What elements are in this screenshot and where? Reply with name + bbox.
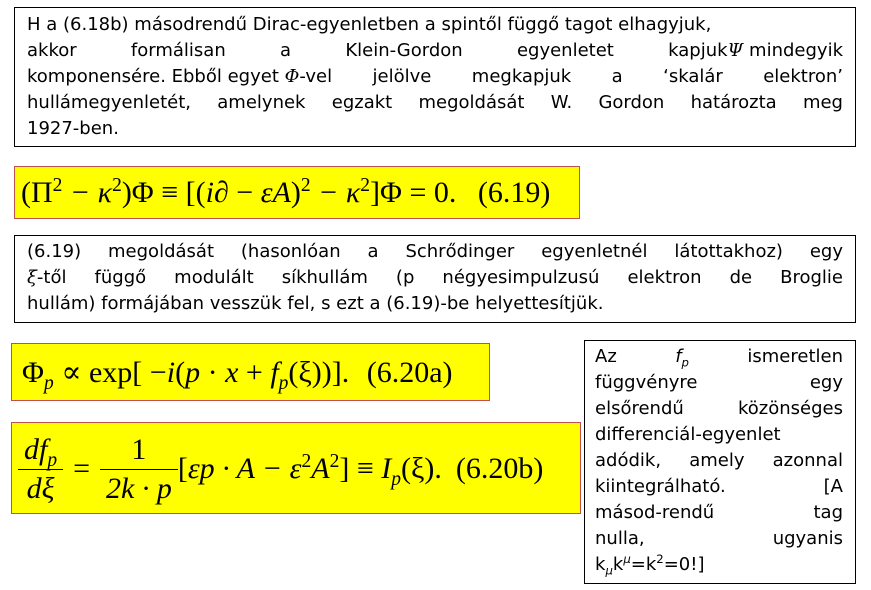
k-mu-identity: $k_\mu k^\mu=k^2=0$!] [595,552,705,578]
equation-label: (6.20a) [366,356,453,389]
equation-6-20b: $\frac{df_p}{d\xi}$ = $\frac{1}{2k \cdot p}$ $[\varepsilon p \cdot A - \varepsilon^2A^2] \equiv I_p(\xi)$. (6.20b) [11,422,581,514]
p1-line2: akkor formálisan a Klein-Gordon egyenletet kapjuk Ψ mindegyik [27,40,843,61]
paragraph-solution [14,235,856,323]
equation-6-19: $(\Pi^2 - \kappa^2)\Phi \equiv [(i\partial - \varepsilon A)^2 - \kappa^2]\Phi = 0$. (6.19) [14,166,580,219]
equation-6-20a: $\Phi_p \propto \exp[ -i(p \cdot x + f_p(\xi))]$. (6.20a) [11,343,490,401]
p2-line1: (6.19) megoldását (hasonlóan a Schrődinger egyenletnél látottakhoz) egy [27,241,843,262]
coefficient-fraction: $\frac{1}{2k \cdot p}$ [100,431,178,508]
p2-line2: ξ -től függő modulált síkhullám (p négyesimpulzusú elektron de Broglie [27,267,843,288]
equation-label: (6.20b) [455,452,544,485]
side-note: Az $f_p$ ismeretlen függvényre egy elsőrendű közönséges differenciál-egyenlet adódik, amely azonnal kiintegrálható. [A másod-rendű tag nulla, ugyanis $k_\mu k^\mu=k^2=0$!] [584,340,856,584]
p1-line5: 1927-ben. [27,118,119,139]
p2-line3: hullám) formájában vesszük fel, s ezt a (6.19)-be helyettesítjük. [27,293,604,314]
derivative-fraction: $\frac{df_p}{d\xi}$ [18,431,63,508]
p1-line1: H a (6.18b) másodrendű Dirac-egyenletben a spintől függő tagot elhagyjuk, [27,14,712,35]
p1-line4: hullámegyenletét, amelynek egzakt megoldását W. Gordon határozta meg [27,92,843,113]
equation-label: (6.19) [477,176,551,209]
p1-line3: komponensére. Ebből egyet Φ -vel jelölve megkapjuk a ‘skalár elektron’ [27,66,843,87]
paragraph-klein-gordon [14,7,856,147]
